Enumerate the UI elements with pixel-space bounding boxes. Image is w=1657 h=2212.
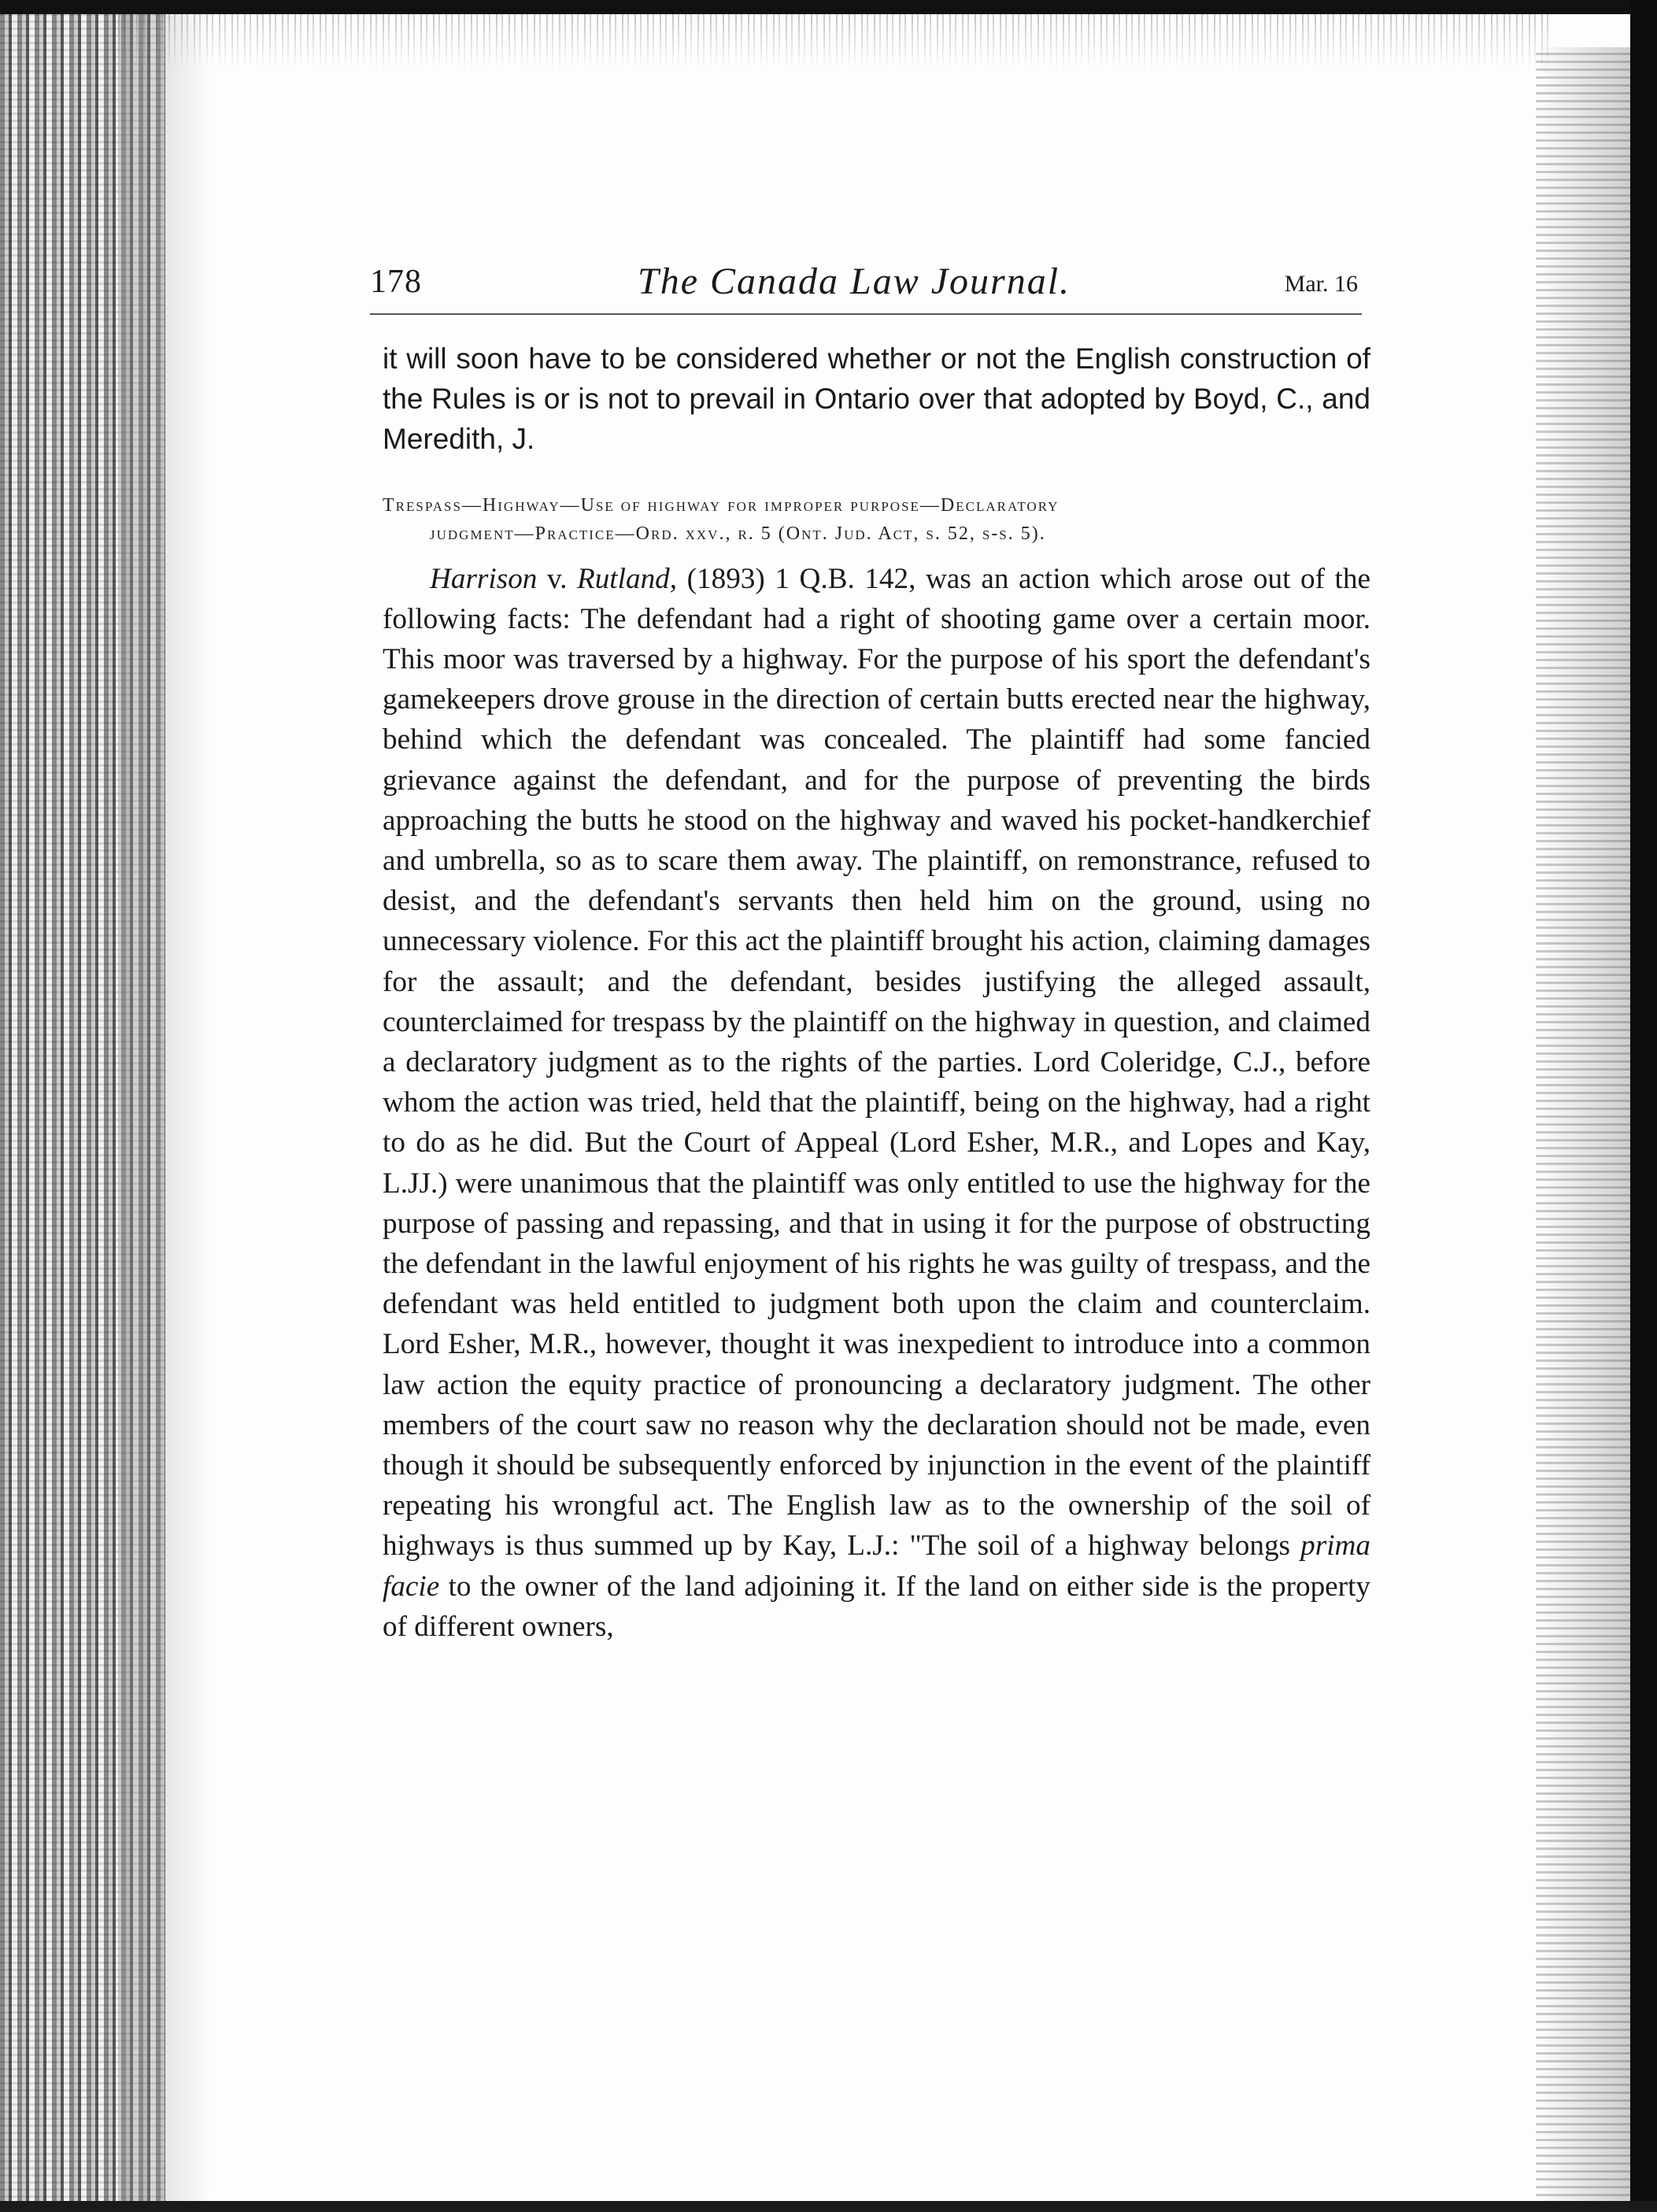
case-text-a: was an action which arose out of the following facts: The defendant had a right of shooting game over a certain moor. This moor was traversed by a highway. For the purpose of his sport the defendant's gamekeepers drove grouse in the direction of certain butts erected near the highway, behind which the defendant was concealed. The plaintiff had some fancied grievance against the defendant, and for the purpose of preventing the birds approaching the butts he stood on the highway and waved his pocket-handkerchief and umbrella, so as to scare them away. The plaintiff, on remonstrance, refused to desist, and the defendant's servants then held him on the ground, using no unnecessary violence. For this act the plaintiff brought his action, claiming damages for the assault; and the defendant, besides justifying the alleged assault, counterclaimed for trespass by the plaintiff on the highway in question, and claimed a declaratory judgment as to the rights of the parties. Lord Coleridge, C.J., before whom the action was tried, held that the plaintiff, being on the highway, had a right to do as he did. But the Court of Appeal (Lord Esher, M.R., and Lopes and Kay, L.JJ.) were unanimous that the plaintiff was only entitled to use the highway for the purpose of passing and repassing, and that in using it for the purpose of obstructing the defendant in the lawful enjoyment of his rights he was guilty of trespass, and the defendant was held entitled to judgment both upon the claim and counterclaim. Lord Esher, M.R., however, thought it was inexpedient to introduce into a common law action the equity practice of pronouncing a declaratory judgment. The other members of the court saw no reason why the declaration should not be made, even though it should be subsequently enforced by injunction in the event of the plaintiff repeating his wrongful act. The English law as to the ownership of the soil of highways is thus summed up by Kay, L.J.: "The soil of a highway belongs [383,562,1370,1563]
headnote-line-2: judgment—Practice—Ord. xxv., r. 5 (Ont. Jud. Act, s. 52, s-s. 5). [430,523,1046,544]
case-citation: (1893) 1 Q.B. 142, [677,562,916,595]
case-paragraph [383,559,1370,1647]
scan-bottom-edge [0,2201,1657,2212]
case-text-b: to the owner of the land adjoining it. If the land on either side is the property of different owners, [383,1570,1370,1643]
scan-top-noise [118,14,1551,69]
prima-facie: prima facie [383,1530,1370,1603]
page-header [370,260,1358,315]
scan-right-shadow [1536,47,1630,2212]
body-text [383,338,1370,1647]
case-name-1: Harrison [430,562,538,595]
lead-paragraph: it will soon have to be considered whether or not the English construction of the Rules is or is not to prevail in Ontario over that adopted by Boyd, C., and Meredith, J. [383,342,1370,456]
scan-top-edge [0,0,1657,14]
scan-left-shadow [118,0,213,2212]
header-rule [370,313,1362,315]
case-headnote [383,491,1370,548]
case-name-2: Rutland, [577,562,678,595]
header-date: Mar. 16 [1284,271,1358,297]
page-number: 178 [370,264,422,300]
case-versus: v. [537,562,577,595]
scan-right-edge [1630,0,1657,2212]
headnote-line-1: Trespass—Highway—Use of highway for improper purpose—Declaratory [383,494,1060,516]
running-title: The Canada Law Journal. [638,261,1071,302]
